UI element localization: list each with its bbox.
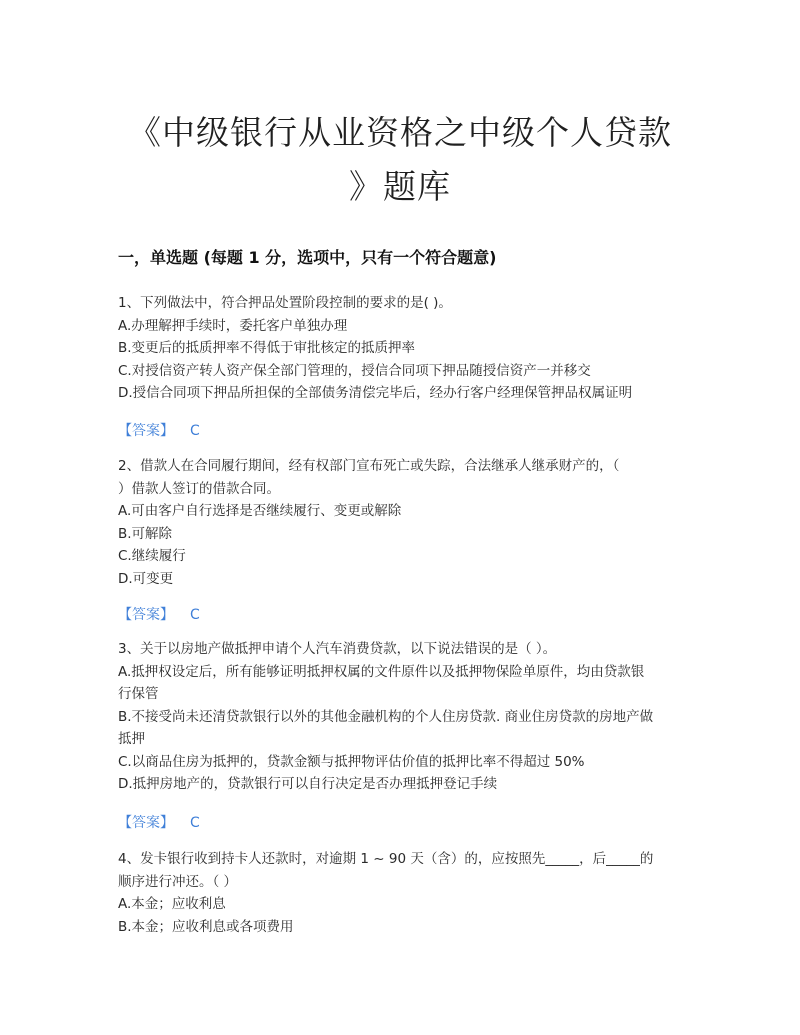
answer-label: 【答案】: [118, 423, 174, 439]
question-stem: 3、关于以房地产做抵押申请个人汽车消费贷款，以下说法错误的是（ ）。: [118, 641, 557, 657]
option-a: A.办理解押手续时，委托客户单独办理: [118, 317, 348, 334]
section-heading: 一，单选题 (每题 1 分，选项中，只有一个符合题意): [118, 248, 497, 267]
question-stem: 1、下列做法中，符合押品处置阶段控制的要求的是( )。: [118, 295, 452, 311]
answer-1: [118, 421, 200, 441]
question-stem-cont: ）借款人签订的借款合同。: [118, 480, 280, 497]
option-d: D.可变更: [118, 570, 174, 587]
answer-value: C: [190, 815, 200, 831]
question-stem: 4、发卡银行收到持卡人还款时，对逾期 1 ~ 90 天（含）的，应按照先_____，后_____的: [118, 851, 654, 867]
answer-value: C: [190, 607, 200, 623]
option-a: A.可由客户自行选择是否继续履行、变更或解除: [118, 503, 402, 519]
title-line-1: 《中级银行从业资格之中级个人贷款: [128, 113, 672, 152]
answer-label: 【答案】: [118, 815, 174, 831]
answer-value: C: [190, 423, 200, 439]
option-b-cont: 抵押: [118, 731, 145, 747]
question-stem: 2、借款人在合同履行期间，经有权部门宣布死亡或失踪，合法继承人继承财产的，（: [118, 458, 620, 474]
option-a: A.本金；应收利息: [118, 896, 226, 912]
answer-3: [118, 813, 200, 833]
option-d: D.授信合同项下押品所担保的全部债务清偿完毕后，经办行客户经理保管押品权属证明: [118, 385, 633, 401]
title-line-2: 》题库: [349, 167, 451, 206]
option-c: C.继续履行: [118, 548, 186, 564]
question-stem-cont: 顺序进行冲还。（ ）: [118, 873, 238, 890]
option-a: A.抵押权设定后，所有能够证明抵押权属的文件原件以及抵押物保险单原件，均由贷款银: [118, 663, 645, 680]
document-title: [118, 106, 682, 214]
option-d: D.抵押房地产的，贷款银行可以自行决定是否办理抵押登记手续: [118, 776, 498, 792]
option-b: B.不接受尚未还清贷款银行以外的其他金融机构的个人住房贷款. 商业住房贷款的房地产做: [118, 708, 654, 725]
option-c: C.以商品住房为抵押的，贷款金额与抵押物评估价值的抵押比率不得超过 50%: [118, 753, 585, 770]
question-3: [118, 638, 682, 796]
option-b: B.可解除: [118, 525, 173, 542]
question-2: [118, 455, 682, 590]
option-c: C.对授信资产转人资产保全部门管理的，授信合同项下押品随授信资产一并移交: [118, 362, 591, 379]
question-1: [118, 292, 682, 405]
answer-2: [118, 605, 200, 625]
answer-label: 【答案】: [118, 607, 174, 623]
option-b: B.本金；应收利息或各项费用: [118, 918, 294, 935]
option-b: B.变更后的抵质押率不得低于审批核定的抵质押率: [118, 340, 416, 356]
question-4: [118, 848, 682, 938]
option-a-cont: 行保管: [118, 686, 159, 702]
